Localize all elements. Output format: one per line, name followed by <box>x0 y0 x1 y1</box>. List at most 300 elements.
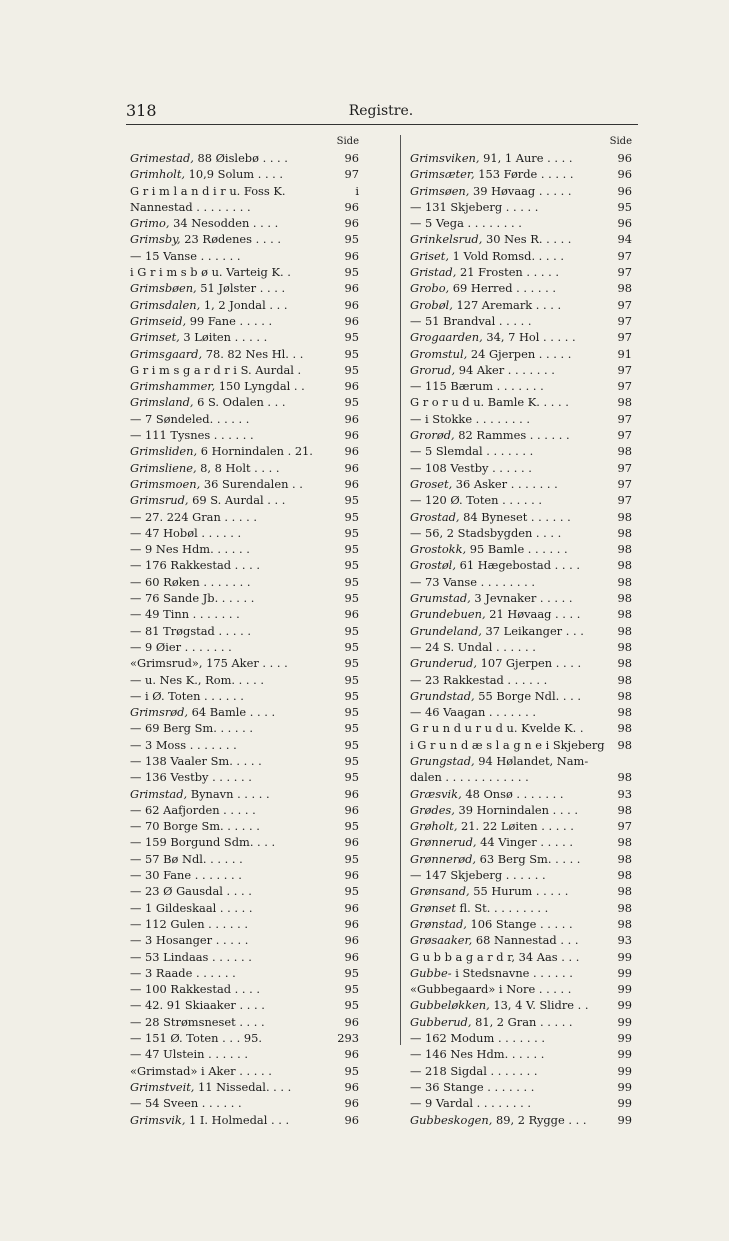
entry-name: Grorud, <box>410 362 456 377</box>
index-entry <box>410 834 632 850</box>
entry-text <box>130 557 342 573</box>
entry-name: Gubbeløkken, <box>410 998 490 1013</box>
index-entry <box>130 965 359 981</box>
entry-page-number: 98 <box>617 623 632 638</box>
index-entry <box>410 932 632 948</box>
entry-detail: 30 Nes R. . . . . <box>482 232 572 247</box>
entry-detail: 99 Fane . . . . . <box>186 313 273 328</box>
index-entry <box>130 1079 359 1095</box>
entry-text <box>410 704 615 720</box>
entry-text <box>130 166 342 182</box>
entry-detail: — 111 Tysnes . . . . . . <box>130 428 254 443</box>
entry-name: Grønstad, <box>410 916 467 931</box>
index-entry <box>130 443 359 459</box>
index-entry <box>130 215 359 231</box>
entry-detail: — 81 Trøgstad . . . . . <box>130 623 252 638</box>
entry-page-number: 97 <box>617 428 632 443</box>
entry-name: Grundeland, <box>410 623 482 638</box>
entry-page-number: 95 <box>344 998 359 1013</box>
entry-page-number: 97 <box>617 265 632 280</box>
entry-text <box>130 834 342 850</box>
entry-page-number: 98 <box>617 639 632 654</box>
index-entry <box>410 769 632 785</box>
entry-page-number: 96 <box>344 916 359 931</box>
entry-text <box>130 737 342 753</box>
index-entry <box>130 297 359 313</box>
entry-page-number: 95 <box>344 1063 359 1078</box>
entry-page-number: 96 <box>344 151 359 165</box>
index-entry <box>130 150 359 166</box>
entry-detail: — 115 Bærum . . . . . . . <box>410 379 544 394</box>
entry-detail: — 28 Strømsneset . . . . <box>130 1014 265 1029</box>
index-entry <box>410 867 632 883</box>
side-label: Side <box>336 136 359 147</box>
index-entry <box>130 802 359 818</box>
entry-text <box>130 916 342 932</box>
entry-page-number: 98 <box>617 868 632 883</box>
entry-detail: — 51 Brandval . . . . . <box>410 313 532 328</box>
entry-name: Grundstad, <box>410 688 475 703</box>
entry-detail: — 24 S. Undal . . . . . . <box>410 639 536 654</box>
entry-name: Grimsland, <box>130 395 194 410</box>
entry-name: Grønsand, <box>410 884 470 899</box>
entry-detail: — 3 Moss . . . . . . . <box>130 737 237 752</box>
index-entry <box>130 557 359 573</box>
entry-page-number: 98 <box>617 770 632 785</box>
entry-page-number: 99 <box>617 982 632 997</box>
entry-detail: — 9 Øier . . . . . . . <box>130 639 232 654</box>
entry-page-number: 95 <box>344 656 359 671</box>
entry-name: Grimstveit, <box>130 1079 195 1094</box>
entry-detail: G r i m s g a r d r i S. Aurdal . <box>130 362 302 377</box>
entry-text <box>410 280 615 296</box>
entry-detail: i Stedsnavne . . . . . . <box>451 965 573 980</box>
entry-name: Grorød, <box>410 428 455 443</box>
entry-detail: 21 Frosten . . . . . <box>456 265 559 280</box>
entry-name: Grønnerud, <box>410 835 477 850</box>
entry-detail: G r u n d u r u d u. Kvelde K. . <box>410 721 584 736</box>
entry-name: Grimsæter, <box>410 167 475 182</box>
entry-page-number: 98 <box>617 851 632 866</box>
entry-text <box>410 150 615 166</box>
entry-page-number: 97 <box>344 167 359 182</box>
entry-text <box>130 541 342 557</box>
entry-page-number: 95 <box>344 591 359 606</box>
entry-detail: — 9 Vardal . . . . . . . . <box>410 1096 531 1111</box>
entry-text <box>130 949 342 965</box>
entry-page-number: 98 <box>617 802 632 817</box>
entry-detail: 8, 8 Holt . . . . <box>196 460 280 475</box>
entry-detail: — 100 Rakkestad . . . . <box>130 982 261 997</box>
entry-detail: 89, 2 Rygge . . . <box>492 1112 587 1127</box>
entry-detail: 37 Leikanger . . . <box>481 623 584 638</box>
entry-detail: «Grimstad» i Aker . . . . . <box>130 1063 272 1078</box>
entry-page-number: 98 <box>617 900 632 915</box>
index-entry <box>130 655 359 671</box>
entry-page-number: 97 <box>617 460 632 475</box>
entry-text <box>130 313 342 329</box>
entry-name: Grimset, <box>130 330 180 345</box>
entry-page-number: 98 <box>617 525 632 540</box>
entry-page-number: 97 <box>617 330 632 345</box>
entry-page-number: 98 <box>617 737 632 752</box>
index-entry <box>130 264 359 280</box>
entry-page-number: 99 <box>617 1031 632 1046</box>
entry-detail: — 49 Tinn . . . . . . . <box>130 607 240 622</box>
entry-text <box>130 346 342 362</box>
index-entry <box>410 166 632 182</box>
entry-page-number: 97 <box>617 411 632 426</box>
index-entry <box>130 313 359 329</box>
index-entry <box>410 606 632 622</box>
entry-text <box>410 851 615 867</box>
entry-name: Grundebuen, <box>410 607 486 622</box>
index-entry <box>130 1095 359 1111</box>
entry-page-number: 95 <box>344 672 359 687</box>
entry-text <box>130 965 342 981</box>
index-entry <box>410 1063 632 1079</box>
index-entry <box>130 883 359 899</box>
entry-page-number: 96 <box>617 167 632 182</box>
entry-name: Grogaarden, <box>410 330 483 345</box>
entry-page-number: 99 <box>617 1063 632 1078</box>
entry-page-number: 97 <box>617 313 632 328</box>
entry-page-number: 95 <box>344 639 359 654</box>
entry-page-number: 98 <box>617 444 632 459</box>
entry-name: Grimsdalen, <box>130 297 201 312</box>
index-entry <box>130 932 359 948</box>
index-entry <box>410 997 632 1013</box>
index-entry <box>410 851 632 867</box>
entry-name: Grimsrud, <box>130 493 189 508</box>
index-entry <box>410 753 632 769</box>
entry-detail: 34, 7 Hol . . . . . <box>482 330 576 345</box>
index-entry <box>130 851 359 867</box>
entry-text <box>410 688 615 704</box>
index-entry <box>130 199 359 215</box>
entry-detail: — 138 Vaaler Sm. . . . . <box>130 753 262 768</box>
entry-name: Grødes, <box>410 802 455 817</box>
entry-text <box>130 606 342 622</box>
entry-name: Gristad, <box>410 265 457 280</box>
entry-text <box>130 720 342 736</box>
entry-page-number: 98 <box>617 591 632 606</box>
index-entry <box>410 248 632 264</box>
entry-text <box>130 460 342 476</box>
entry-detail: — 73 Vanse . . . . . . . . <box>410 574 535 589</box>
index-entry <box>130 639 359 655</box>
index-entry <box>410 655 632 671</box>
entry-name: Grimsby, <box>130 232 181 247</box>
entry-detail: — 5 Vega . . . . . . . . <box>410 216 522 231</box>
entry-text <box>130 639 342 655</box>
index-entry <box>130 427 359 443</box>
entry-name: Grimsbøen, <box>130 281 197 296</box>
entry-text <box>130 786 342 802</box>
index-entry <box>410 704 632 720</box>
entry-detail: — 218 Sigdal . . . . . . . <box>410 1063 538 1078</box>
index-entry <box>410 346 632 362</box>
entry-text <box>410 997 615 1013</box>
entry-name: Grønnerød, <box>410 851 477 866</box>
index-entry <box>410 509 632 525</box>
entry-text <box>410 199 615 215</box>
entry-text <box>410 525 615 541</box>
index-entry <box>410 215 632 231</box>
index-entry <box>410 557 632 573</box>
entry-detail: — 46 Vaagan . . . . . . . <box>410 705 536 720</box>
entry-page-number: 96 <box>344 900 359 915</box>
entry-detail: — 108 Vestby . . . . . . <box>410 460 532 475</box>
index-entry <box>130 704 359 720</box>
entry-page-number: 95 <box>344 362 359 377</box>
entry-text <box>130 215 342 231</box>
entry-detail: Bynavn . . . . . <box>187 786 270 801</box>
entry-text <box>410 883 615 899</box>
entry-text <box>130 231 342 247</box>
index-entry <box>130 231 359 247</box>
entry-detail: — 69 Berg Sm. . . . . . <box>130 721 254 736</box>
entry-text <box>130 1046 342 1062</box>
entry-text <box>130 183 352 199</box>
entry-text <box>410 362 615 378</box>
entry-detail: — 176 Rakkestad . . . . <box>130 558 261 573</box>
entry-text <box>130 329 342 345</box>
entry-name: Grimholt, <box>130 167 186 182</box>
entry-text <box>130 997 342 1013</box>
entry-page-number: 96 <box>344 476 359 491</box>
entry-page-number: 98 <box>617 509 632 524</box>
entry-text <box>130 150 342 166</box>
entry-page-number: 97 <box>617 476 632 491</box>
entry-page-number: 97 <box>617 297 632 312</box>
entry-page-number: 97 <box>617 362 632 377</box>
entry-detail: — 23 Ø Gausdal . . . . <box>130 884 252 899</box>
entry-detail: 82 Rammes . . . . . . <box>454 428 570 443</box>
entry-detail: 6 S. Odalen . . . <box>193 395 286 410</box>
entry-page-number: 95 <box>344 965 359 980</box>
entry-page-number: 98 <box>617 884 632 899</box>
entry-detail: — 42. 91 Skiaaker . . . . <box>130 998 265 1013</box>
entry-text <box>410 460 615 476</box>
index-entry <box>130 916 359 932</box>
entry-text <box>130 623 342 639</box>
entry-detail: G r i m l a n d i r u. Foss K. <box>130 183 286 198</box>
index-entry <box>410 183 632 199</box>
entry-text <box>130 509 342 525</box>
index-entry <box>410 818 632 834</box>
index-entry <box>130 1014 359 1030</box>
entry-text <box>130 1063 342 1079</box>
entry-name: Gubbeskogen, <box>410 1112 493 1127</box>
entry-detail: 106 Stange . . . . . <box>466 916 573 931</box>
entry-text <box>410 769 615 785</box>
entry-name: Groset, <box>410 476 453 491</box>
index-entry <box>130 525 359 541</box>
index-entry <box>130 834 359 850</box>
entry-detail: 150 Lyngdal . . <box>215 379 305 394</box>
entry-page-number: 98 <box>617 558 632 573</box>
entry-page-number: i <box>355 183 359 198</box>
entry-detail: — 5 Slemdal . . . . . . . <box>410 444 534 459</box>
index-entry <box>410 639 632 655</box>
index-entry <box>410 1095 632 1111</box>
entry-text <box>410 1030 615 1046</box>
index-entry <box>130 1046 359 1062</box>
entry-text <box>130 378 342 394</box>
entry-page-number <box>629 753 632 769</box>
entry-page-number: 95 <box>344 395 359 410</box>
entry-page-number: 98 <box>617 574 632 589</box>
entry-text <box>410 981 615 997</box>
index-entry <box>130 394 359 410</box>
index-entry <box>410 965 632 981</box>
entry-page-number: 95 <box>617 199 632 214</box>
entry-detail: 84 Byneset . . . . . . <box>459 509 571 524</box>
entry-detail: — 162 Modum . . . . . . . <box>410 1031 546 1046</box>
index-entry <box>130 623 359 639</box>
index-entry <box>130 476 359 492</box>
entry-detail: — 151 Ø. Toten . . . 95. <box>130 1031 262 1046</box>
entry-page-number: 98 <box>617 916 632 931</box>
entry-page-number: 96 <box>344 1014 359 1029</box>
entry-page-number: 96 <box>617 183 632 198</box>
entry-name: Grinkelsrud, <box>410 232 483 247</box>
entry-detail: i G r u n d æ s l a g n e i Skjeberg <box>410 737 605 752</box>
entry-text <box>410 639 615 655</box>
entry-page-number: 95 <box>344 705 359 720</box>
entry-text <box>410 900 615 916</box>
index-entry <box>130 720 359 736</box>
entry-text <box>410 346 615 362</box>
entry-detail: — 1 Gildeskaal . . . . . <box>130 900 253 915</box>
index-entry <box>410 802 632 818</box>
entry-detail: — 47 Ulstein . . . . . . <box>130 1047 248 1062</box>
entry-detail: 23 Rødenes . . . . <box>180 232 281 247</box>
entry-page-number: 96 <box>344 444 359 459</box>
entry-text <box>130 851 342 867</box>
index-entry <box>130 672 359 688</box>
left-column <box>130 133 359 1128</box>
entry-page-number: 99 <box>617 1079 632 1094</box>
entry-page-number: 96 <box>344 281 359 296</box>
index-entry <box>410 574 632 590</box>
index-entry <box>130 900 359 916</box>
entry-text <box>410 509 615 525</box>
index-entry <box>410 981 632 997</box>
entry-name: Grostøl, <box>410 558 456 573</box>
entry-page-number: 95 <box>344 688 359 703</box>
entry-detail: 94 Aker . . . . . . . <box>455 362 555 377</box>
entry-text <box>410 411 615 427</box>
entry-list <box>130 150 359 1128</box>
entry-page-number: 96 <box>344 802 359 817</box>
entry-detail: 24 Gjerpen . . . . . <box>467 346 572 361</box>
index-entry <box>130 981 359 997</box>
entry-text <box>410 492 615 508</box>
entry-page-number: 98 <box>617 672 632 687</box>
page-header <box>124 101 638 123</box>
entry-detail: — 23 Rakkestad . . . . . . <box>410 672 548 687</box>
entry-page-number: 96 <box>344 248 359 263</box>
index-entry <box>410 883 632 899</box>
index-entry <box>410 443 632 459</box>
entry-text <box>410 1112 615 1128</box>
entry-page-number: 95 <box>344 851 359 866</box>
page-number: 318 <box>126 101 157 120</box>
entry-detail: — 56, 2 Stadsbygden . . . . <box>410 525 562 540</box>
entry-page-number: 95 <box>344 574 359 589</box>
entry-text <box>410 329 615 345</box>
entry-page-number: 95 <box>344 493 359 508</box>
entry-detail: — i Ø. Toten . . . . . . <box>130 688 244 703</box>
entry-page-number: 96 <box>344 199 359 214</box>
entry-text <box>410 867 615 883</box>
entry-text <box>410 313 615 329</box>
entry-detail: 1 Vold Romsd. . . . . <box>448 248 565 263</box>
entry-detail: 36 Asker . . . . . . . <box>452 476 558 491</box>
entry-text <box>410 476 615 492</box>
entry-text <box>410 427 615 443</box>
index-entry <box>410 900 632 916</box>
entry-detail: 1, 2 Jondal . . . <box>200 297 288 312</box>
entry-name: Grobøl, <box>410 297 453 312</box>
entry-page-number: 96 <box>344 1096 359 1111</box>
entry-detail: — 53 Lindaas . . . . . . <box>130 949 252 964</box>
entry-text <box>130 688 342 704</box>
entry-page-number: 99 <box>617 1014 632 1029</box>
index-entry <box>130 737 359 753</box>
index-entry <box>410 150 632 166</box>
entry-text <box>130 981 342 997</box>
entry-name: Grostokk, <box>410 542 467 557</box>
index-entry <box>410 329 632 345</box>
index-entry <box>410 672 632 688</box>
entry-name: Grungstad, <box>410 753 475 768</box>
index-entry <box>410 590 632 606</box>
entry-text <box>410 834 615 850</box>
entry-name: Grimseid, <box>130 313 187 328</box>
entry-text <box>410 932 615 948</box>
entry-detail: 3 Løiten . . . . . <box>179 330 268 345</box>
entry-text <box>130 280 342 296</box>
index-entry <box>410 688 632 704</box>
entry-detail: — 57 Bø Ndl. . . . . . <box>130 851 243 866</box>
entry-page-number: 96 <box>344 868 359 883</box>
index-entry <box>410 1014 632 1030</box>
entry-text <box>130 802 342 818</box>
entry-detail: 91, 1 Aure . . . . <box>479 151 573 165</box>
index-entry <box>130 183 359 199</box>
index-entry <box>130 753 359 769</box>
index-entry <box>130 346 359 362</box>
index-entry <box>130 590 359 606</box>
entry-detail: — 147 Skjeberg . . . . . . <box>410 868 546 883</box>
entry-page-number: 97 <box>617 248 632 263</box>
entry-text <box>130 867 342 883</box>
entry-text <box>410 949 615 965</box>
entry-detail: «Gubbegaard» i Nore . . . . . <box>410 982 572 997</box>
entry-page-number: 96 <box>344 949 359 964</box>
entry-page-number: 95 <box>344 770 359 785</box>
index-entry <box>130 688 359 704</box>
entry-detail: 21. 22 Løiten . . . . . <box>457 819 574 834</box>
entry-text <box>410 1063 615 1079</box>
entry-name: Grøholt, <box>410 819 458 834</box>
entry-name: Grostad, <box>410 509 460 524</box>
entry-text <box>130 753 342 769</box>
entry-detail: «Grimsrud», 175 Aker . . . . <box>130 656 288 671</box>
